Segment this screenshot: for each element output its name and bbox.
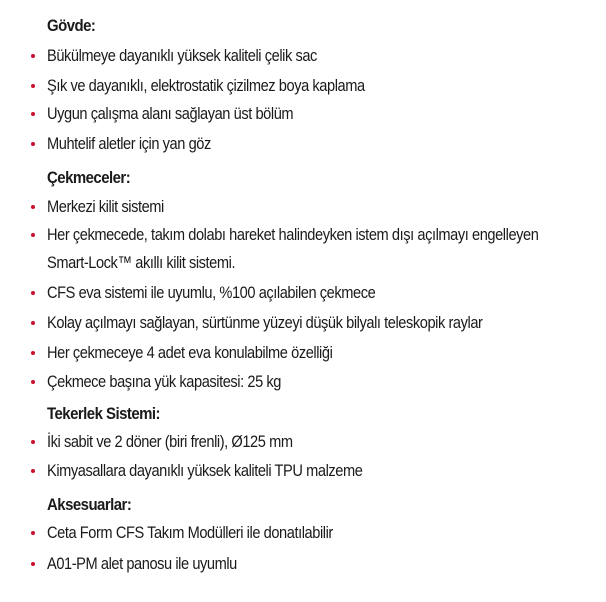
list-item-text: Her çekmeceye 4 adet eva konulabilme özelliği bbox=[47, 343, 333, 362]
list-item bbox=[0, 221, 606, 277]
list-item-text: Uygun çalışma alanı sağlayan üst bölüm bbox=[47, 104, 294, 123]
list-item-text: Merkezi kilit sistemi bbox=[47, 197, 164, 216]
bullet-icon bbox=[31, 440, 35, 444]
bullet-icon bbox=[31, 142, 35, 146]
list-item-text: Şık ve dayanıklı, elektrostatik çizilmez boya kaplama bbox=[47, 76, 365, 95]
list-item-text: Ceta Form CFS Takım Modülleri ile donatılabilir bbox=[47, 523, 333, 542]
section-heading-tekerlek-sistemi: Tekerlek Sistemi: bbox=[47, 404, 160, 423]
bullet-icon bbox=[31, 54, 35, 58]
bullet-icon bbox=[31, 531, 35, 535]
list-item-text: Bükülmeye dayanıklı yüksek kaliteli çelik sac bbox=[47, 46, 317, 65]
bullet-icon bbox=[31, 562, 35, 566]
section-heading-aksesuarlar: Aksesuarlar: bbox=[47, 495, 132, 514]
bullet-icon bbox=[31, 291, 35, 295]
list-item-text: Çekmece başına yük kapasitesi: 25 kg bbox=[47, 372, 282, 391]
bullet-icon bbox=[31, 380, 35, 384]
list-item-text: A01-PM alet panosu ile uyumlu bbox=[47, 554, 237, 573]
list-item-text: İki sabit ve 2 döner (biri frenli), Ø125 mm bbox=[47, 432, 293, 451]
bullet-icon bbox=[31, 469, 35, 473]
section-heading-govde: Gövde: bbox=[47, 16, 96, 35]
bullet-icon bbox=[31, 351, 35, 355]
list-item-text: Kimyasallara dayanıklı yüksek kaliteli TPU malzeme bbox=[47, 461, 363, 480]
list-item-text: Her çekmecede, takım dolabı hareket halindeyken istem dışı açılmayı engelleyen bbox=[47, 225, 539, 244]
bullet-icon bbox=[31, 321, 35, 325]
list-item-text-continued: Smart-Lock™ akıllı kilit sistemi. bbox=[47, 253, 236, 272]
bullet-icon bbox=[31, 205, 35, 209]
bullet-icon bbox=[31, 233, 35, 237]
bullet-icon bbox=[31, 112, 35, 116]
list-item-text: Kolay açılmayı sağlayan, sürtünme yüzeyi düşük bilyalı teleskopik raylar bbox=[47, 313, 483, 332]
section-heading-cekmeceler: Çekmeceler: bbox=[47, 168, 131, 187]
list-item-text: CFS eva sistemi ile uyumlu, %100 açılabilen çekmece bbox=[47, 283, 376, 302]
list-item-text: Muhtelif aletler için yan göz bbox=[47, 134, 211, 153]
bullet-icon bbox=[31, 84, 35, 88]
